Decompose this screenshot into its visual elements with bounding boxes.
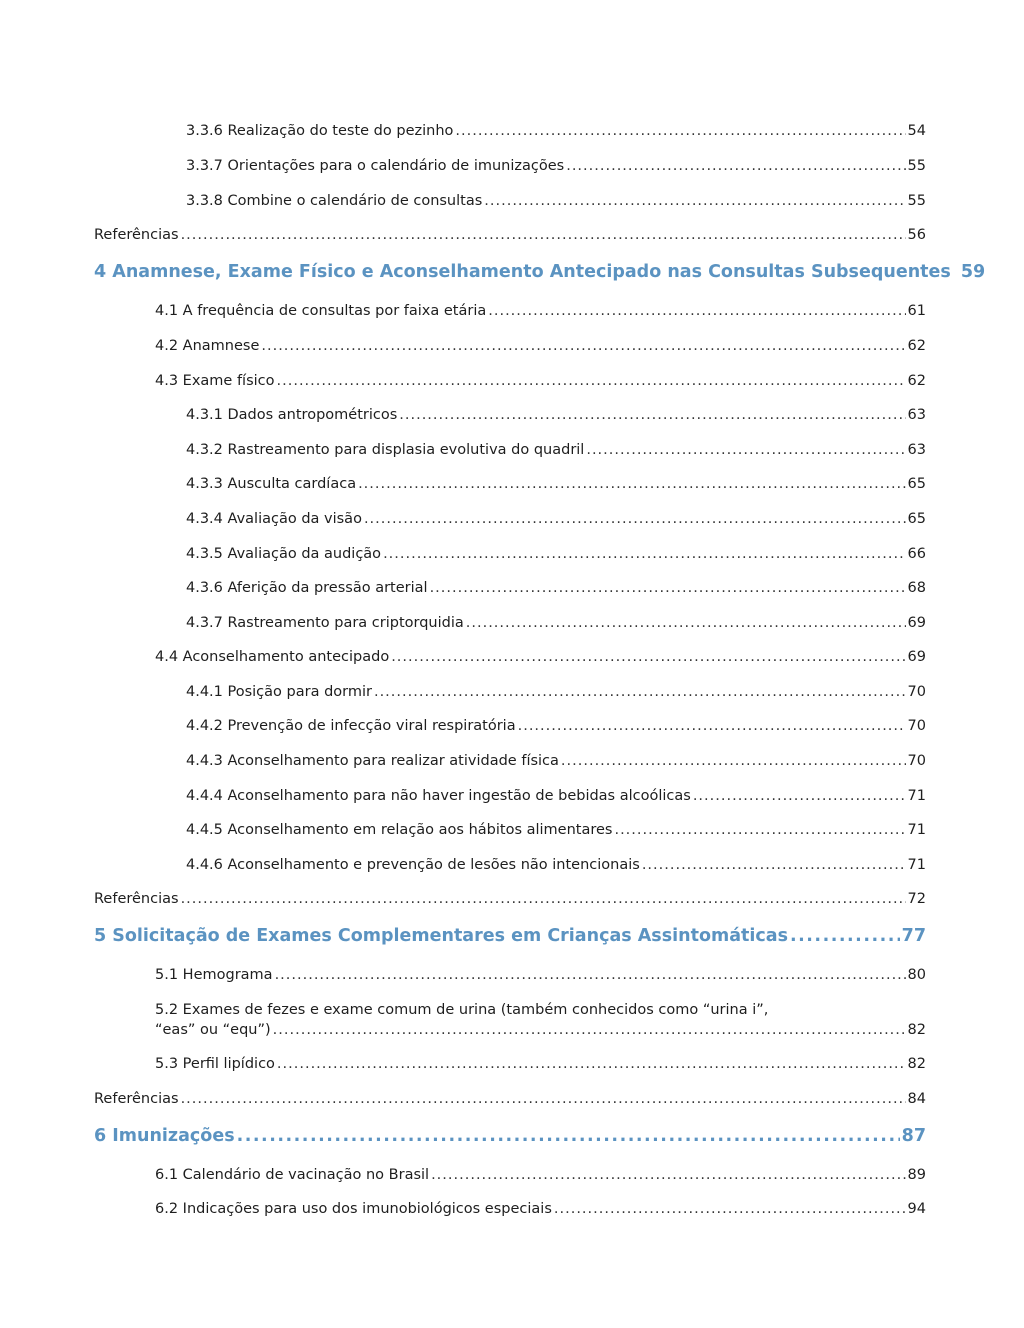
dot-leader (364, 510, 906, 528)
toc-page-number: 55 (907, 158, 926, 174)
toc-entry-label: 4.4.3 Aconselhamento para realizar atividade física (186, 753, 559, 769)
toc-entry-label: 4 Anamnese, Exame Físico e Aconselhamento Antecipado nas Consultas Subsequentes (94, 262, 951, 282)
toc-entry-label: 4.4.2 Prevenção de infecção viral respiratória (186, 718, 516, 734)
toc-entry-label: 4.4.4 Aconselhamento para não haver ingestão de bebidas alcoólicas (186, 788, 691, 804)
dot-leader (374, 683, 906, 701)
toc-page-number: 70 (907, 718, 926, 734)
toc-entry[interactable] (94, 717, 926, 735)
toc-page-number: 94 (907, 1201, 926, 1217)
toc-page-number: 82 (907, 1022, 926, 1038)
toc-entry-label: 4.4.6 Aconselhamento e prevenção de lesões não intencionais (186, 857, 640, 873)
toc-page-number: 62 (907, 373, 926, 389)
dot-leader (790, 925, 900, 947)
toc-page-number: 70 (907, 753, 926, 769)
toc-entry-label: 6.1 Calendário de vacinação no Brasil (155, 1167, 430, 1183)
toc-entry-label: Referências (94, 1091, 179, 1107)
dot-leader (455, 122, 905, 140)
toc-page-number: 84 (907, 1091, 926, 1107)
toc-entry[interactable] (94, 787, 926, 805)
toc-entry-label: 3.3.6 Realização do teste do pezinho (186, 123, 454, 139)
toc-entry-label: 6.2 Indicações para uso dos imunobiológicos especiais (155, 1201, 552, 1217)
toc-entry[interactable] (94, 372, 926, 390)
dot-leader (566, 157, 905, 175)
toc-page-number: 56 (907, 227, 926, 243)
toc-entry-label: 4.3.7 Rastreamento para criptorquidia (186, 615, 464, 631)
toc-page-number: 63 (907, 442, 926, 458)
toc-entry[interactable] (94, 475, 926, 493)
toc-page-number: 70 (907, 684, 926, 700)
toc-entry[interactable] (94, 821, 926, 839)
dot-leader (181, 226, 906, 244)
toc-entry[interactable] (94, 1001, 926, 1039)
toc-page-number: 65 (907, 476, 926, 492)
toc-page-number: 71 (907, 857, 926, 873)
toc-entry[interactable] (94, 1200, 926, 1218)
toc-page-number: 69 (907, 649, 926, 665)
dot-leader (277, 1055, 906, 1073)
toc-entry[interactable] (94, 1055, 926, 1073)
toc-page-number: 54 (907, 123, 926, 139)
toc-chapter-entry[interactable] (94, 261, 986, 283)
toc-page-number: 61 (907, 303, 926, 319)
toc-page-number: 65 (907, 511, 926, 527)
toc-entry-label: 4.3.2 Rastreamento para displasia evolutiva do quadril (186, 442, 585, 458)
toc-entry[interactable] (94, 337, 926, 355)
toc-entry-label: 5 Solicitação de Exames Complementares em Crianças Assintomáticas (94, 926, 788, 946)
dot-leader (261, 337, 905, 355)
toc-page-number: 72 (907, 891, 926, 907)
toc-entry-continuation (155, 1021, 926, 1039)
toc-page-number: 63 (907, 407, 926, 423)
toc-entry-label: 3.3.8 Combine o calendário de consultas (186, 193, 483, 209)
dot-leader (614, 821, 905, 839)
dot-leader (431, 1166, 905, 1184)
toc-references-entry[interactable] (94, 1090, 926, 1108)
toc-entry-label: Referências (94, 227, 179, 243)
toc-entry[interactable] (94, 966, 926, 984)
dot-leader (488, 302, 905, 320)
dot-leader (181, 890, 906, 908)
toc-page-number: 69 (907, 615, 926, 631)
dot-leader (237, 1125, 900, 1147)
toc-entry[interactable] (94, 441, 926, 459)
toc-page-number: 71 (907, 822, 926, 838)
dot-leader (693, 787, 906, 805)
toc-entry-label: 4.3.6 Aferição da pressão arterial (186, 580, 428, 596)
toc-entry[interactable] (94, 406, 926, 424)
dot-leader (391, 648, 905, 666)
toc-page-number: 55 (907, 193, 926, 209)
toc-entry-label-continued: “eas” ou “equ”) (155, 1022, 271, 1038)
toc-entry[interactable] (94, 579, 926, 597)
toc-entry-label: 4.2 Anamnese (155, 338, 260, 354)
toc-page-number: 87 (901, 1126, 926, 1146)
toc-entry-label: 4.4 Aconselhamento antecipado (155, 649, 390, 665)
toc-entry-label: 4.3.1 Dados antropométricos (186, 407, 398, 423)
toc-entry-label: 5.2 Exames de fezes e exame comum de urina (também conhecidos como “urina i”, (155, 1002, 769, 1018)
toc-entry-label: 6 Imunizações (94, 1126, 235, 1146)
toc-chapter-entry[interactable] (94, 925, 926, 947)
toc-page-number: 66 (907, 546, 926, 562)
toc-entry-label: 4.3.3 Ausculta cardíaca (186, 476, 357, 492)
toc-page-number: 89 (907, 1167, 926, 1183)
dot-leader (466, 614, 906, 632)
toc-entry-label: 4.3.5 Avaliação da audição (186, 546, 382, 562)
toc-chapter-entry[interactable] (94, 1125, 926, 1147)
toc-page-number: 82 (907, 1056, 926, 1072)
toc-entry[interactable] (94, 157, 926, 175)
toc-entry[interactable] (94, 752, 926, 770)
dot-leader (484, 192, 905, 210)
toc-entry[interactable] (94, 648, 926, 666)
toc-page-number: 68 (907, 580, 926, 596)
dot-leader (561, 752, 906, 770)
toc-entry-label: 3.3.7 Orientações para o calendário de imunizações (186, 158, 565, 174)
toc-page-number: 71 (907, 788, 926, 804)
toc-entry[interactable] (94, 545, 926, 563)
toc-entry[interactable] (94, 302, 926, 320)
toc-entry[interactable] (94, 1166, 926, 1184)
dot-leader (273, 1021, 906, 1039)
toc-entry[interactable] (94, 614, 926, 632)
toc-references-entry[interactable] (94, 890, 926, 908)
dot-leader (358, 475, 905, 493)
toc-page-number: 77 (901, 926, 926, 946)
toc-page-number: 80 (907, 967, 926, 983)
toc-entry-label: 5.3 Perfil lipídico (155, 1056, 275, 1072)
toc-references-entry[interactable] (94, 226, 926, 244)
toc-entry-label: 5.1 Hemograma (155, 967, 273, 983)
dot-leader (430, 579, 906, 597)
toc-entry-label: 4.3.4 Avaliação da visão (186, 511, 362, 527)
dot-leader (399, 406, 905, 424)
toc-entry-label: Referências (94, 891, 179, 907)
dot-leader (275, 966, 906, 984)
toc-entry[interactable] (94, 510, 926, 528)
toc-entry[interactable] (94, 192, 926, 210)
dot-leader (181, 1090, 906, 1108)
toc-entry-label: 4.4.1 Posição para dormir (186, 684, 372, 700)
toc-entry[interactable] (94, 122, 926, 140)
dot-leader (518, 717, 906, 735)
toc-entry-label: 4.1 A frequência de consultas por faixa etária (155, 303, 487, 319)
toc-entry-label: 4.3 Exame físico (155, 373, 275, 389)
toc-entry-label: 4.4.5 Aconselhamento em relação aos hábitos alimentares (186, 822, 613, 838)
toc-entry[interactable] (94, 856, 926, 874)
toc-page-number: 62 (907, 338, 926, 354)
dot-leader (586, 441, 905, 459)
dot-leader (642, 856, 906, 874)
dot-leader (554, 1200, 906, 1218)
toc-entry[interactable] (94, 683, 926, 701)
dot-leader (277, 372, 906, 390)
toc-page-number: 59 (960, 262, 986, 282)
dot-leader (383, 545, 905, 563)
